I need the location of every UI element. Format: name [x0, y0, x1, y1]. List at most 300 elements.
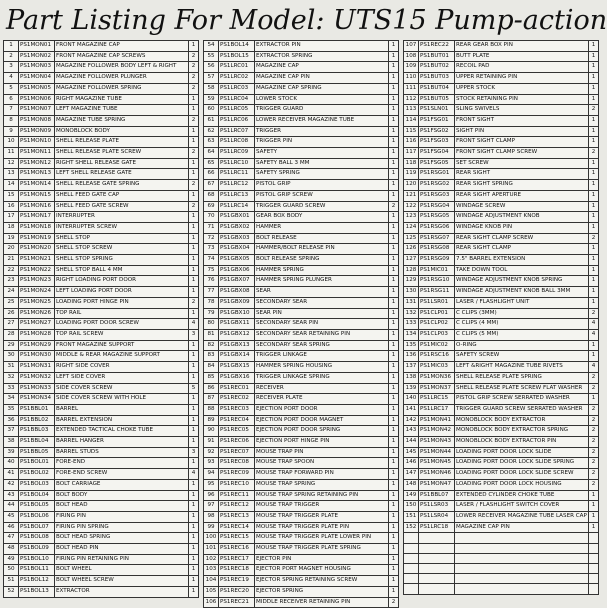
part-quantity: 4 — [589, 362, 599, 373]
part-description: SHELL STOP SCREW — [55, 244, 189, 255]
item-number — [404, 543, 419, 553]
item-number: 12 — [4, 158, 19, 169]
part-description: LOADING PORT HINGE PIN — [55, 297, 189, 308]
part-quantity: 1 — [189, 501, 199, 512]
part-quantity: 4 — [589, 319, 599, 330]
part-quantity: 1 — [589, 265, 599, 276]
part-quantity: 1 — [589, 351, 599, 362]
table-row — [404, 41, 599, 52]
part-number: PS1BOL13 — [19, 586, 55, 597]
part-description: BOLT RELEASE SPRING — [255, 255, 389, 266]
part-description: BOLT BODY — [55, 490, 189, 501]
table-row — [204, 222, 399, 233]
item-number: 144 — [404, 437, 419, 448]
part-number: PS1LRC12 — [219, 180, 255, 191]
part-description: 7.5" BARREL EXTENSION — [455, 255, 589, 266]
part-number: PS1RSG08 — [419, 244, 455, 255]
table-row — [204, 383, 399, 394]
part-description: EXTRACTOR PIN — [255, 41, 389, 52]
part-number: PS1MON26 — [19, 308, 55, 319]
part-number: PS1REC06 — [219, 437, 255, 448]
item-number: 149 — [404, 490, 419, 501]
table-row — [4, 105, 199, 116]
part-number: PS1BUT05 — [419, 94, 455, 105]
part-quantity: 1 — [389, 105, 399, 116]
part-number: PS1RSG02 — [419, 180, 455, 191]
part-description: FRONT MAGAZINE SUPPORT — [55, 340, 189, 351]
part-quantity: 2 — [189, 297, 199, 308]
table-row — [204, 308, 399, 319]
part-number: PS1MON45 — [419, 458, 455, 469]
part-number: PS1REC08 — [219, 458, 255, 469]
part-description: BOLT WHEEL — [55, 565, 189, 576]
part-description: TRIGGER — [255, 126, 389, 137]
item-number: 23 — [4, 276, 19, 287]
part-description: MONOBLOCK BODY — [55, 126, 189, 137]
part-description: INTERRUPTER — [55, 212, 189, 223]
part-description — [455, 574, 589, 584]
part-quantity: 2 — [389, 597, 399, 608]
part-description: HAMMER SPRING HOUSING — [255, 362, 389, 373]
part-description: MOUSE TRAP TRIGGER — [255, 501, 389, 512]
part-description: FRONT SIGHT — [455, 115, 589, 126]
item-number: 13 — [4, 169, 19, 180]
table-row — [404, 83, 599, 94]
item-number: 63 — [204, 137, 219, 148]
item-number: 91 — [204, 437, 219, 448]
part-description: BOLT HEAD — [55, 501, 189, 512]
part-number: PS1FSG05 — [419, 158, 455, 169]
part-number: PS1BUT03 — [419, 73, 455, 84]
part-number: PS1REC05 — [219, 426, 255, 437]
table-row — [204, 415, 399, 426]
item-number: 21 — [4, 255, 19, 266]
part-quantity: 1 — [389, 137, 399, 148]
part-number: PS1GBX07 — [219, 276, 255, 287]
item-number: 44 — [4, 501, 19, 512]
part-number: PS1MON01 — [19, 41, 55, 52]
table-row — [4, 62, 199, 73]
part-quantity: 1 — [389, 426, 399, 437]
part-number: PS1MON25 — [19, 297, 55, 308]
table-row — [404, 276, 599, 287]
item-number: 119 — [404, 169, 419, 180]
table-row — [4, 255, 199, 266]
item-number: 27 — [4, 319, 19, 330]
part-description: REAR SIGHT SPRING — [455, 180, 589, 191]
item-number: 126 — [404, 244, 419, 255]
part-quantity: 1 — [189, 372, 199, 383]
part-number: PS1MON44 — [419, 447, 455, 458]
part-description: RIGHT MAGAZINE TUBE — [55, 94, 189, 105]
part-description: FRONT MAGAZINE CAP — [55, 41, 189, 52]
part-quantity: 1 — [389, 533, 399, 544]
part-quantity: 1 — [189, 190, 199, 201]
part-description: BOLT CARRIAGE — [55, 479, 189, 490]
table-row — [4, 351, 199, 362]
part-number: PS1LRC01 — [219, 62, 255, 73]
item-number: 123 — [404, 212, 419, 223]
table-row — [404, 255, 599, 266]
part-description: REAR GEAR BOX PIN — [455, 41, 589, 52]
part-number: PS1LSR01 — [419, 297, 455, 308]
table-row — [404, 404, 599, 415]
item-number: 24 — [4, 287, 19, 298]
part-quantity: 2 — [589, 426, 599, 437]
item-number: 107 — [404, 41, 419, 52]
item-number: 92 — [204, 447, 219, 458]
item-number: 25 — [4, 297, 19, 308]
part-number: PS1GBX16 — [219, 372, 255, 383]
item-number: 141 — [404, 404, 419, 415]
table-row — [204, 544, 399, 555]
item-number: 17 — [4, 212, 19, 223]
part-description: FORE-END — [55, 458, 189, 469]
table-row — [204, 201, 399, 212]
table-row — [404, 137, 599, 148]
part-quantity: 2 — [589, 308, 599, 319]
item-number: 145 — [404, 447, 419, 458]
part-number: PS1MON34 — [19, 394, 55, 405]
table-row — [404, 351, 599, 362]
item-number: 3 — [4, 62, 19, 73]
part-number: PS1BUT01 — [419, 51, 455, 62]
item-number: 76 — [204, 276, 219, 287]
item-number: 102 — [204, 554, 219, 565]
page-title: Part Listing For Model: UTS15 Pump-action — [6, 5, 607, 36]
item-number: 104 — [204, 576, 219, 587]
part-quantity: 2 — [589, 437, 599, 448]
part-number: PS1MON12 — [19, 158, 55, 169]
item-number: 133 — [404, 319, 419, 330]
table-row — [204, 276, 399, 287]
item-number: 89 — [204, 415, 219, 426]
item-number: 148 — [404, 479, 419, 490]
part-description: WINDAGE KNOB PIN — [455, 222, 589, 233]
part-description: MOUSE TRAP SPRING RETAINING PIN — [255, 490, 389, 501]
item-number: 77 — [204, 287, 219, 298]
item-number: 43 — [4, 490, 19, 501]
part-number: PS1MIC03 — [419, 362, 455, 373]
part-quantity: 1 — [189, 544, 199, 555]
item-number: 56 — [204, 62, 219, 73]
part-quantity: 1 — [189, 137, 199, 148]
part-number — [419, 563, 455, 573]
part-quantity: 2 — [189, 83, 199, 94]
table-row — [204, 265, 399, 276]
part-quantity: 1 — [589, 180, 599, 191]
part-number: PS1GBX15 — [219, 362, 255, 373]
item-number: 48 — [4, 544, 19, 555]
part-number: PS1MON28 — [19, 329, 55, 340]
item-number: 93 — [204, 458, 219, 469]
part-number: PS1GBX06 — [219, 265, 255, 276]
table-row — [204, 233, 399, 244]
part-quantity: 1 — [389, 394, 399, 405]
part-description: LOWER STOCK — [255, 94, 389, 105]
part-description: EJECTOR PIN — [255, 554, 389, 565]
part-description: RECOIL PAD — [455, 62, 589, 73]
item-number: 80 — [204, 319, 219, 330]
part-quantity: 1 — [189, 287, 199, 298]
table-row — [404, 105, 599, 116]
part-quantity: 1 — [389, 233, 399, 244]
item-number: 16 — [4, 201, 19, 212]
part-description: MOUSE TRAP TRIGGER PLATE SPRING — [255, 544, 389, 555]
part-description: UPPER RETAINING PIN — [455, 73, 589, 84]
part-description: MONOBLOCK BODY EXTRACTOR SPRING — [455, 426, 589, 437]
item-number: 66 — [204, 169, 219, 180]
item-number: 72 — [204, 233, 219, 244]
part-description: BOLT RELEASE — [255, 233, 389, 244]
item-number: 50 — [4, 565, 19, 576]
part-description: HAMMER SPRING — [255, 265, 389, 276]
part-quantity: 1 — [589, 115, 599, 126]
part-number: PS1LRC11 — [219, 169, 255, 180]
item-number: 15 — [4, 190, 19, 201]
part-description: EJECTOR SPRING RETAINING SCREW — [255, 576, 389, 587]
table-row — [4, 319, 199, 330]
table-row — [4, 522, 199, 533]
part-description: BOLT HEAD SPRING — [55, 533, 189, 544]
part-description: STOCK RETAINING PIN — [455, 94, 589, 105]
part-number: PS1REC15 — [219, 533, 255, 544]
part-quantity: 1 — [189, 158, 199, 169]
part-description: EXTENDED TACTICAL CHOKE TUBE — [55, 426, 189, 437]
part-quantity: 1 — [189, 308, 199, 319]
part-description: BUTT PLATE — [455, 51, 589, 62]
table-row — [4, 554, 199, 565]
table-row — [204, 137, 399, 148]
item-number — [404, 533, 419, 543]
item-number: 127 — [404, 255, 419, 266]
part-number: PS1LSR04 — [419, 511, 455, 522]
part-description: SHELL RELEASE GATE SPRING — [55, 180, 189, 191]
part-description: SIDE COVER SCREW — [55, 383, 189, 394]
part-description: MAGAZINE TUBE SPRING — [55, 115, 189, 126]
item-number: 61 — [204, 115, 219, 126]
part-quantity: 4 — [189, 469, 199, 480]
item-number: 45 — [4, 511, 19, 522]
part-description: SET SCREW — [455, 158, 589, 169]
part-number: PS1MON19 — [19, 233, 55, 244]
item-number: 42 — [4, 479, 19, 490]
part-description: SHELL STOP BALL 4 MM — [55, 265, 189, 276]
table-row — [404, 437, 599, 448]
part-quantity: 1 — [589, 190, 599, 201]
table-row — [4, 180, 199, 191]
part-description: SHELL RELEASE PLATE SCREW FLAT WASHER — [455, 383, 589, 394]
item-number: 67 — [204, 180, 219, 191]
table-row — [404, 479, 599, 490]
item-number: 98 — [204, 511, 219, 522]
part-description: TRIGGER PIN — [255, 137, 389, 148]
part-number — [419, 584, 455, 594]
table-row — [404, 553, 599, 563]
part-description: SHELL FEED GATE SCREW — [55, 201, 189, 212]
table-row — [4, 479, 199, 490]
table-row — [4, 426, 199, 437]
table-row — [404, 362, 599, 373]
part-number: PS1REC18 — [219, 565, 255, 576]
part-number: PS1MON37 — [419, 383, 455, 394]
part-number: PS1CLP01 — [419, 308, 455, 319]
part-description: EXTENDED CYLINDER CHOKE TUBE — [455, 490, 589, 501]
item-number: 115 — [404, 126, 419, 137]
item-number: 135 — [404, 340, 419, 351]
part-quantity: 1 — [189, 394, 199, 405]
part-number: PS1MON20 — [19, 244, 55, 255]
item-number: 118 — [404, 158, 419, 169]
item-number: 117 — [404, 148, 419, 159]
table-row — [204, 329, 399, 340]
part-quantity: 1 — [389, 479, 399, 490]
item-number: 35 — [4, 404, 19, 415]
item-number: 29 — [4, 340, 19, 351]
item-number: 134 — [404, 329, 419, 340]
part-description: WINDAGE ADJUSTMENT KNOB BALL 3MM — [455, 287, 589, 298]
part-quantity: 1 — [589, 126, 599, 137]
table-row — [204, 62, 399, 73]
part-quantity: 4 — [189, 319, 199, 330]
part-quantity: 1 — [189, 105, 199, 116]
table-row — [4, 297, 199, 308]
part-number: PS1REC01 — [219, 383, 255, 394]
part-number: PS1CLP03 — [419, 329, 455, 340]
part-number: PS1BOL04 — [19, 490, 55, 501]
item-number: 30 — [4, 351, 19, 362]
table-row — [4, 148, 199, 159]
part-number: PS1REC13 — [219, 511, 255, 522]
part-description: MAGAZINE FOLLOWER PLUNGER — [55, 73, 189, 84]
item-number: 22 — [4, 265, 19, 276]
table-row — [4, 490, 199, 501]
part-quantity: 1 — [189, 244, 199, 255]
item-number: 64 — [204, 148, 219, 159]
item-number: 11 — [4, 148, 19, 159]
item-number: 73 — [204, 244, 219, 255]
part-number: PS1MON21 — [19, 255, 55, 266]
part-number: PS1LRC04 — [219, 94, 255, 105]
table-row — [204, 479, 399, 490]
part-quantity: 1 — [389, 244, 399, 255]
part-number: PS1GBX10 — [219, 308, 255, 319]
item-number: 143 — [404, 426, 419, 437]
part-number: PS1GBX12 — [219, 329, 255, 340]
part-description: MAGAZINE CAP PIN — [455, 522, 589, 533]
part-description: EJECTOR PORT MAGNET HOUSING — [255, 565, 389, 576]
part-number: PS1MON30 — [19, 351, 55, 362]
item-number: 112 — [404, 94, 419, 105]
item-number: 41 — [4, 469, 19, 480]
part-quantity: 1 — [389, 437, 399, 448]
part-description: MOUSE TRAP PIN — [255, 447, 389, 458]
item-number: 6 — [4, 94, 19, 105]
part-quantity: 1 — [389, 297, 399, 308]
part-number: PS1MON02 — [19, 51, 55, 62]
part-number: PS1GBX13 — [219, 340, 255, 351]
part-number: PS1REC20 — [219, 586, 255, 597]
part-number: PS1BOL05 — [19, 501, 55, 512]
table-row — [204, 244, 399, 255]
part-quantity: 1 — [589, 73, 599, 84]
part-description: LEFT MAGAZINE TUBE — [55, 105, 189, 116]
part-quantity: 1 — [189, 169, 199, 180]
part-description: BARREL STUDS — [55, 447, 189, 458]
item-number: 39 — [4, 447, 19, 458]
table-row — [4, 222, 199, 233]
item-number: 81 — [204, 329, 219, 340]
table-row — [404, 94, 599, 105]
part-quantity: 1 — [189, 458, 199, 469]
part-description: MAGAZINE FOLLOWER BODY LEFT & RIGHT — [55, 62, 189, 73]
part-quantity: 1 — [389, 490, 399, 501]
table-row — [404, 340, 599, 351]
item-number: 130 — [404, 287, 419, 298]
table-row — [404, 126, 599, 137]
item-number: 69 — [204, 201, 219, 212]
table-row — [4, 565, 199, 576]
part-description: SAFETY SCREW — [455, 351, 589, 362]
part-description — [455, 563, 589, 573]
part-number: PS1MON23 — [19, 276, 55, 287]
table-row — [204, 158, 399, 169]
part-number: PS1REC10 — [219, 479, 255, 490]
table-row — [4, 511, 199, 522]
item-number: 68 — [204, 190, 219, 201]
table-row — [204, 73, 399, 84]
part-quantity: 2 — [589, 372, 599, 383]
table-row — [404, 62, 599, 73]
part-quantity: 1 — [389, 329, 399, 340]
part-quantity: 1 — [389, 586, 399, 597]
part-description: RIGHT LOADING PORT DOOR — [55, 276, 189, 287]
part-quantity: 1 — [189, 576, 199, 587]
part-quantity: 1 — [189, 565, 199, 576]
part-description: EJECTION PORT DOOR MAGNET — [255, 415, 389, 426]
part-description: TRIGGER GUARD SCREW — [255, 201, 389, 212]
part-description: MONOBLOCK BODY EXTRACTOR — [455, 415, 589, 426]
part-quantity: 2 — [589, 148, 599, 159]
item-number — [404, 574, 419, 584]
part-number: PS1LRC03 — [219, 83, 255, 94]
table-row — [404, 522, 599, 533]
part-number: PS1MON09 — [19, 126, 55, 137]
part-quantity — [589, 563, 599, 573]
table-row — [4, 169, 199, 180]
part-quantity: 1 — [389, 222, 399, 233]
table-row — [4, 533, 199, 544]
part-number: PS1MON08 — [19, 115, 55, 126]
part-number: PS1BOL11 — [19, 565, 55, 576]
part-quantity — [589, 553, 599, 563]
table-row — [4, 51, 199, 62]
part-quantity: 1 — [589, 41, 599, 52]
part-quantity: 1 — [389, 51, 399, 62]
table-row — [204, 190, 399, 201]
table-row — [404, 222, 599, 233]
parts-table-column-3 — [403, 40, 599, 595]
part-description: PISTOL GRIP SCREW — [255, 190, 389, 201]
item-number: 49 — [4, 554, 19, 565]
part-number: PS1MON03 — [19, 62, 55, 73]
part-quantity: 1 — [389, 148, 399, 159]
table-row — [204, 469, 399, 480]
part-number: PS1BOL14 — [219, 41, 255, 52]
part-quantity: 1 — [389, 576, 399, 587]
part-description: EJECTION PORT HINGE PIN — [255, 437, 389, 448]
part-quantity: 1 — [389, 62, 399, 73]
